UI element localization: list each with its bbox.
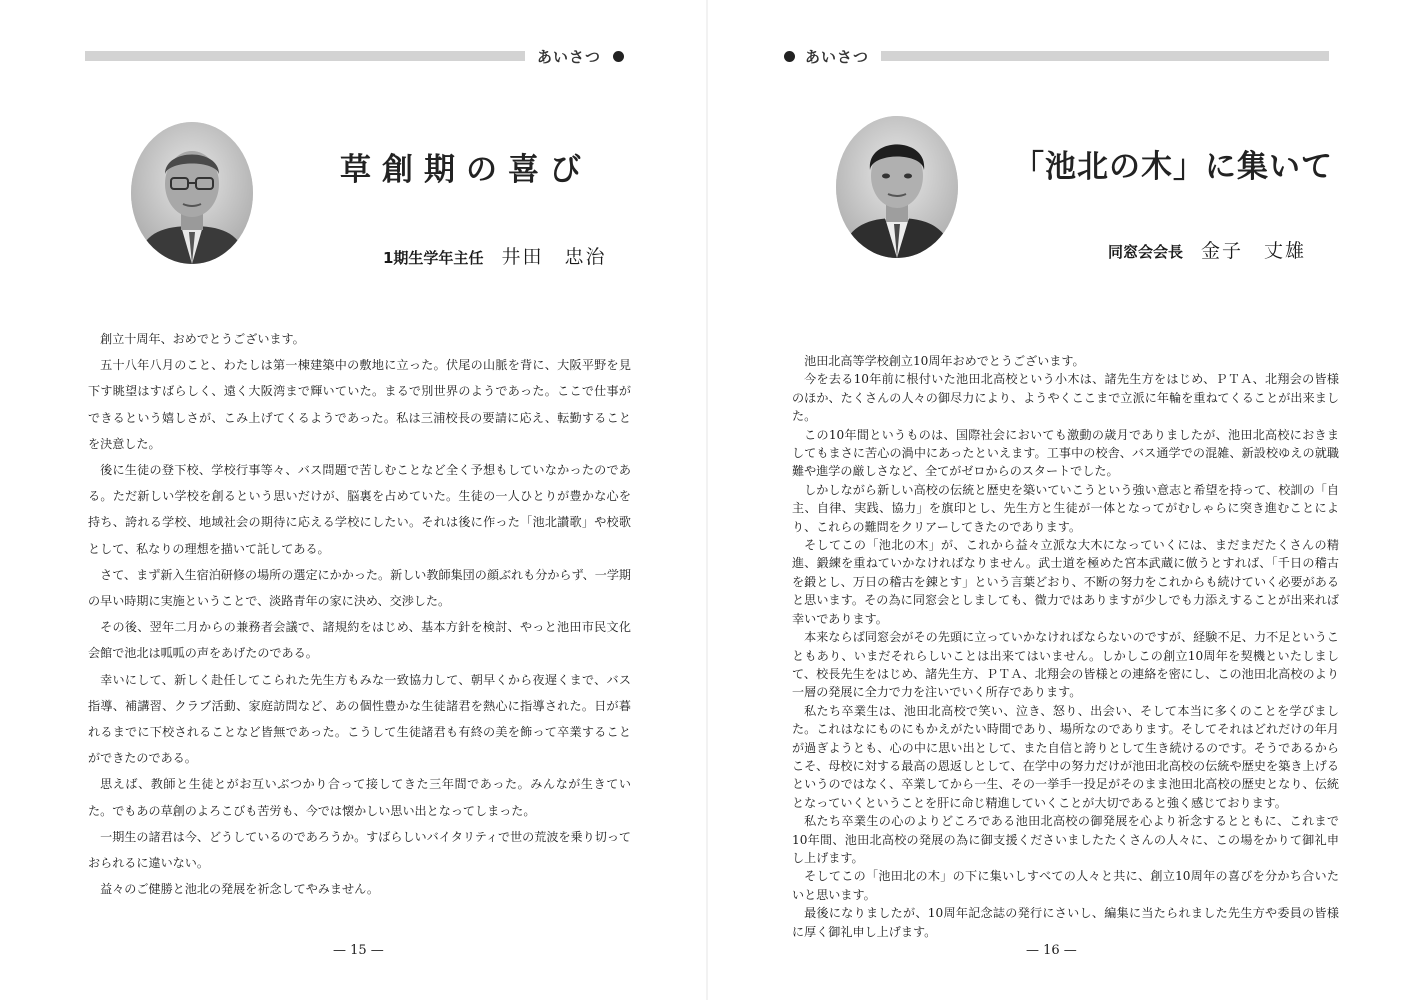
paragraph: 今を去る10年前に根付いた池田北高校という小木は、諸先生方をはじめ、ＰＴＡ、北翔会の皆様のほか、たくさんの人々の御尽力により、ようやくここまで立派に年輪を重ねてくることが出来ました。 <box>792 372 1339 424</box>
author-line <box>1108 236 1306 263</box>
page-number: — 16 — <box>1026 943 1077 958</box>
section-header <box>784 44 1329 68</box>
paragraph: 思えば、教師と生徒とがお互いぶつかり合って接してきた三年間であった。みんなが生きていた。でもあの草創のよろこびも苦労も、今では懐かしい思い出となってしまった。 <box>88 777 631 818</box>
paragraph: 益々のご健勝と池北の発展を祈念してやみません。 <box>100 882 379 897</box>
section-header <box>85 44 630 68</box>
section-label: あいさつ <box>804 47 869 66</box>
article-title: 草創期の喜び <box>340 152 592 188</box>
paragraph: 本来ならば同窓会がその先頭に立っていかなければならないのですが、経験不足、力不足ということもあり、いまだそれらしいことは出来てはいません。しかしこの創立10周年を契機といたしまして、校長先生をはじめ、諸先生方、ＰＴＡ、北翔会の皆様との連絡を密にし、この池田北高校のより一層の発展に全力で力を注いでいく所存であります。 <box>792 630 1339 700</box>
author-role: 同窓会会長 <box>1108 243 1184 261</box>
paragraph: 幸いにして、新しく赴任してこられた先生方もみな一致協力して、朝早くから夜遅くまで、バス指導、補講習、クラブ活動、家庭訪問など、あの個性豊かな生徒諸君を熱心に指導された。日が暮れるまでに下校されることなど皆無であった。こうして生徒諸君も有終の美を飾って卒業することができたのである。 <box>88 672 631 766</box>
paragraph: 五十八年八月のこと、わたしは第一棟建築中の敷地に立った。伏尾の山脈を背に、大阪平野を見下す眺望はすばらしく、遠く大阪湾まで輝いていた。まるで別世界のようであった。ここで仕事ができるという嬉しさが、こみ上げてくるようであった。私は三浦校長の要請に応え、転勤することを決意した。 <box>88 358 631 451</box>
author-name: 井田 忠治 <box>501 246 607 268</box>
article-body <box>792 352 1339 941</box>
author-name: 金子 丈雄 <box>1201 240 1307 262</box>
article-body <box>88 326 631 902</box>
paragraph: 一期生の諸君は今、どうしているのであろうか。すばらしいバイタリティで世の荒波を乗り切っておられるに違いない。 <box>88 829 632 871</box>
portrait-young-man-icon <box>836 116 958 258</box>
paragraph: 後に生徒の登下校、学校行事等々、バス問題で苦しむことなど全く予想もしていなかったのである。ただ新しい学校を創るという思いだけが、脳裏を占めていた。生徒の一人ひとりが豊かな心を持ち、誇れる学校、地域社会の期待に応える学校にしたい。それは後に作った「池北讃歌」や校歌として、私なりの理想を描いて託してある。 <box>88 463 631 556</box>
author-role: 1期生学年主任 <box>383 249 484 267</box>
header-rule <box>85 51 525 61</box>
author-line <box>383 242 606 269</box>
portrait-man-glasses-icon <box>131 122 253 264</box>
paragraph: 池田北高等学校創立10周年おめでとうございます。 <box>804 354 1085 368</box>
paragraph: 創立十周年、おめでとうございます。 <box>100 332 305 346</box>
paragraph: しかしながら新しい高校の伝統と歴史を築いていこうという強い意志と希望を持って、校訓の「自主、自律、実践、協力」を旗印とし、先生方と生徒が一体となってがむしゃらに突き進むことにより、これらの難問をクリアーしてきたのであります。 <box>792 482 1339 534</box>
paragraph: さて、まず新入生宿泊研修の場所の選定にかかった。新しい教師集団の顔ぶれも分からず、一学期の早い時期に実施ということで、淡路青年の家に決め、交渉した。 <box>88 567 632 609</box>
paragraph: そしてこの「池北の木」が、これから益々立派な大木になっていくには、まだまだたくさんの精進、鍛練を重ねていかなければなりません。武士道を極めた宮本武蔵に倣うとすれば、「千日の稽古を鍛とし、万日の稽古を錬とす」という言葉どおり、不断の努力をこれからも続けていく必要があると思います。その為に同窓会としましても、微力ではありますが少しでも力添えすることが出来れば幸いであります。 <box>792 538 1339 626</box>
section-label: あいさつ <box>537 47 602 66</box>
paragraph: 私たち卒業生は、池田北高校で笑い、泣き、怒り、出会い、そして本当に多くのことを学びました。これはなにものにもかえがたい時間であり、場所なのであります。そしてそれはどれだけの年月が過ぎようとも、心の中に思い出として、また自信と誇りとして生き続けるのです。そうであるからこそ、母校に対する最高の恩返しとして、在学中の努力だけが池田北高校の伝統や歴史を築き上げるというのではなく、卒業してから一生、その一挙手一投足がそのまま池田北高校の歴史となり、伝統となっていくということを肝に命じ精進していくことが大切であると強く感じております。 <box>792 703 1339 810</box>
right-page <box>708 0 1416 1000</box>
paragraph: 最後になりましたが、10周年記念誌の発行にさいし、編集に当たられました先生方や委員の皆様に厚く御礼申し上げます。 <box>792 906 1339 939</box>
page-number: — 15 — <box>333 943 384 958</box>
paragraph: この10年間というものは、国際社会においても激動の歳月でありましたが、池田北高校におきましてもまさに苦心の渦中にあったといえます。工事中の校舎、バス通学での混雑、新設校ゆえの就職難や進学の厳しさなど、全てがゼロからのスタートでした。 <box>792 427 1339 479</box>
bullet-icon <box>613 51 624 62</box>
author-portrait <box>836 116 958 258</box>
paragraph: そしてこの「池田北の木」の下に集いしすべての人々と共に、創立10周年の喜びを分かち合いたいと思います。 <box>792 869 1339 902</box>
paragraph: 私たち卒業生の心のよりどころである池田北高校の御発展を心より祈念するとともに、これまで10年間、池田北高校の発展の為に御支援くださいましたたくさんの人々に、この場をかりて御礼申し上げます。 <box>792 814 1339 865</box>
article-title: 「池北の木」に集いて <box>1013 149 1333 185</box>
author-portrait <box>131 122 253 264</box>
paragraph: その後、翌年二月からの兼務者会議で、諸規約をはじめ、基本方針を検討、やっと池田市民文化会館で池北は呱呱の声をあげたのである。 <box>88 620 631 661</box>
bullet-icon <box>784 51 795 62</box>
header-rule <box>881 51 1329 61</box>
